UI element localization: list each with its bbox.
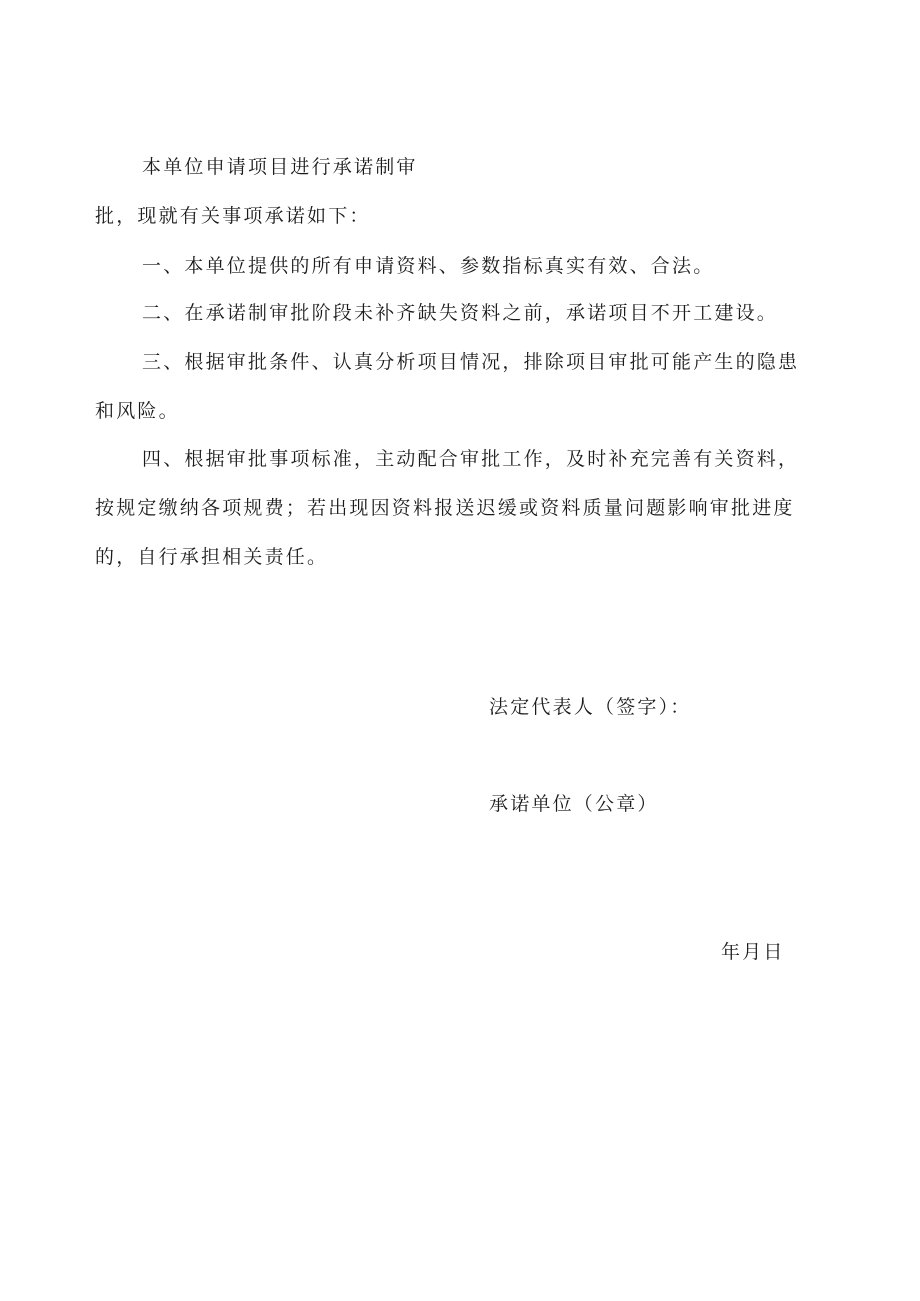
date-label: 年月日: [721, 941, 785, 963]
commitment-item-2: 二、在承诺制审批阶段未补齐缺失资料之前，承诺项目不开工建设。: [142, 302, 779, 324]
commitment-item-3-line-2: 和风险。: [95, 400, 180, 422]
commitment-item-4-line-1: 四、根据审批事项标准，主动配合审批工作，及时补充完善有关资料，: [142, 448, 800, 470]
commitment-item-4-line-3: 的，自行承担相关责任。: [95, 546, 329, 568]
commitment-item-3-line-1: 三、根据审批条件、认真分析项目情况，排除项目审批可能产生的隐患: [142, 351, 800, 373]
committing-unit-seal-label: 承诺单位（公章）: [489, 793, 659, 815]
legal-representative-signature-label: 法定代表人（签字）：: [489, 696, 692, 718]
intro-line-1: 本单位申请项目进行承诺制审: [142, 156, 418, 178]
commitment-item-1: 一、本单位提供的所有申请资料、参数指标真实有效、合法。: [142, 255, 715, 277]
commitment-item-4-line-2: 按规定缴纳各项规费；若出现因资料报送迟缓或资料质量问题影响审批进度: [95, 497, 795, 519]
intro-line-2: 批，现就有关事项承诺如下：: [95, 205, 371, 227]
